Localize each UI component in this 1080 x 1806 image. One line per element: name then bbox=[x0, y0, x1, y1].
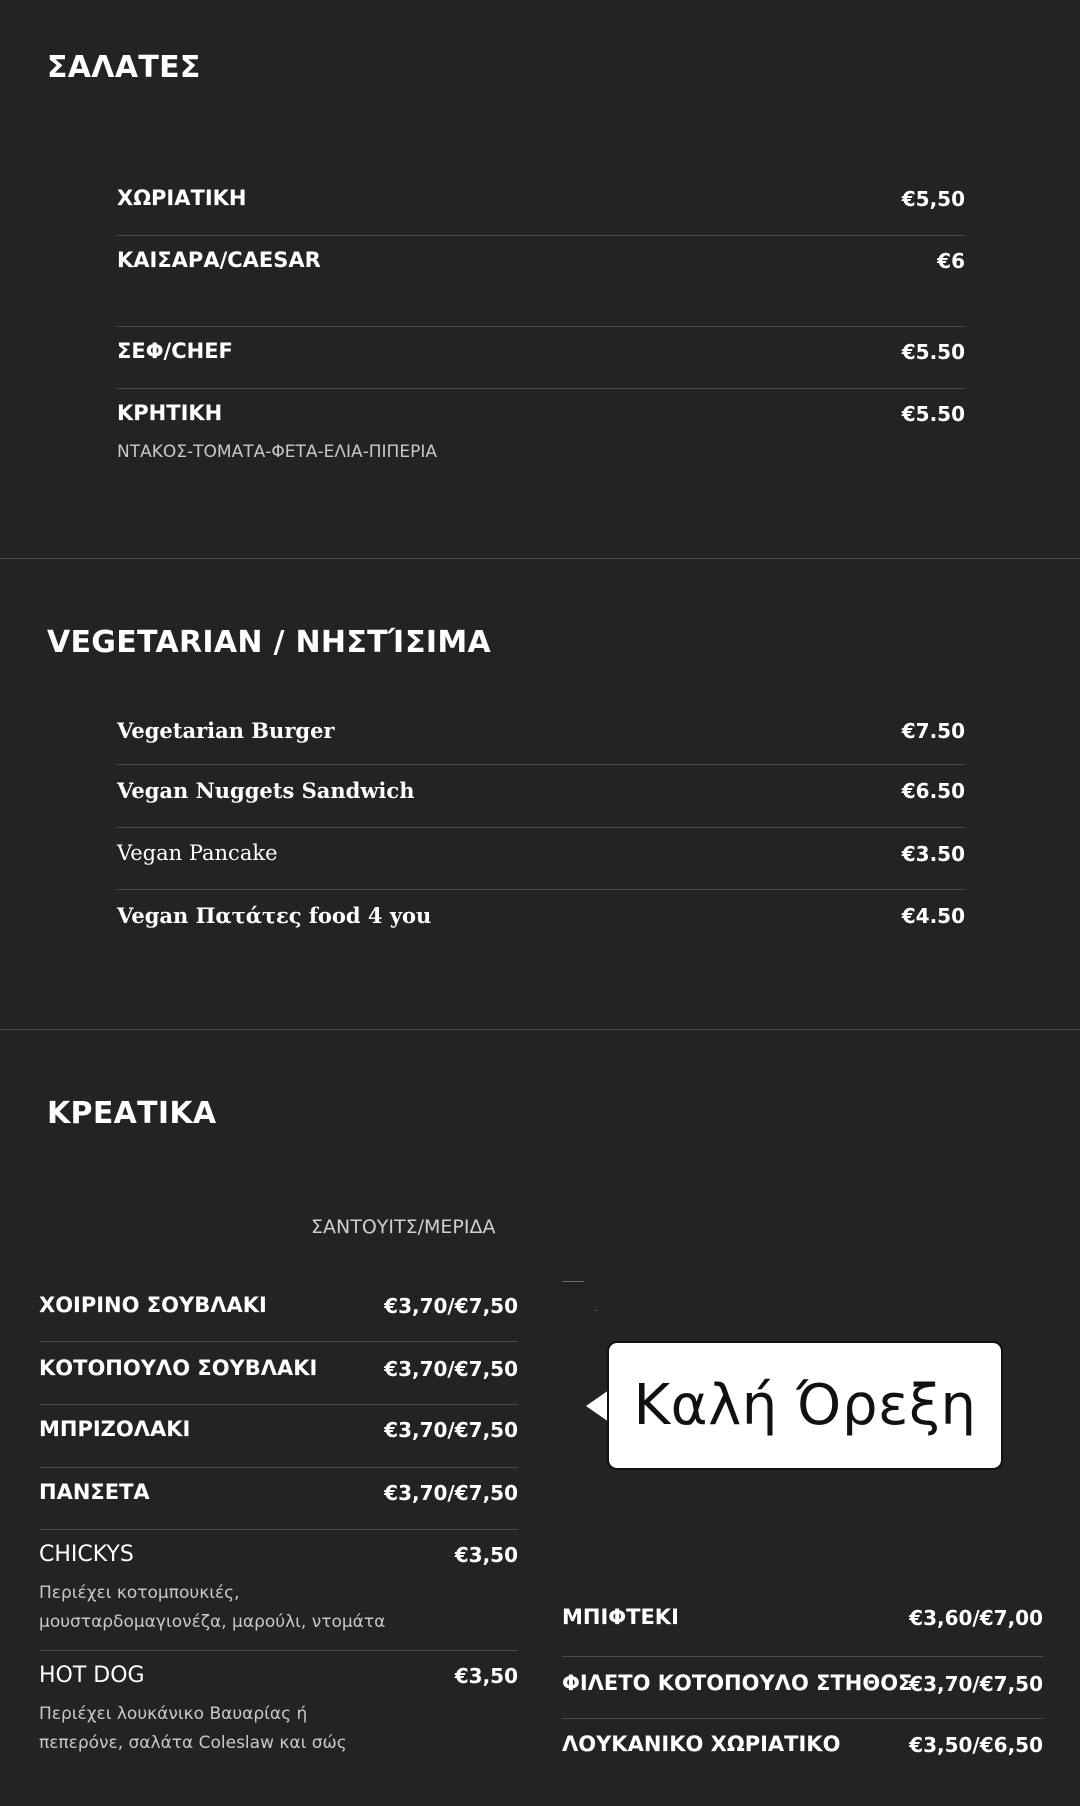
menu-item[interactable] bbox=[39, 1468, 518, 1530]
menu-item[interactable] bbox=[117, 327, 965, 389]
item-name: ΜΠΡΙΖΟΛΑΚΙ bbox=[39, 1417, 191, 1441]
salads-title: ΣΑΛΑΤΕΣ bbox=[47, 50, 201, 85]
item-name: Vegetarian Burger bbox=[117, 718, 335, 743]
speech-bubble bbox=[607, 1341, 1003, 1470]
item-price: €5.50 bbox=[901, 340, 965, 364]
item-price: €3,50/€6,50 bbox=[909, 1733, 1043, 1757]
menu-item[interactable] bbox=[117, 828, 965, 890]
menu-item[interactable] bbox=[39, 1342, 518, 1405]
item-name: ΛΟΥΚΑΝΙΚΟ ΧΩΡΙΑΤΙΚΟ bbox=[562, 1732, 841, 1756]
item-price: €5,50 bbox=[901, 187, 965, 211]
item-price: €3,50 bbox=[454, 1664, 518, 1688]
item-price: €6 bbox=[937, 249, 965, 273]
item-name: ΧΟΙΡΙΝΟ ΣΟΥΒΛΑΚΙ bbox=[39, 1293, 267, 1317]
menu-item[interactable] bbox=[39, 1405, 518, 1468]
item-price: €3.50 bbox=[901, 842, 965, 866]
item-description: Περιέχει λουκάνικο Βαυαρίας ή bbox=[39, 1704, 308, 1724]
item-price: €5.50 bbox=[901, 402, 965, 426]
menu-item[interactable] bbox=[562, 1719, 1043, 1781]
item-price: €3,70/€7,50 bbox=[384, 1294, 518, 1318]
item-name: Vegan Pancake bbox=[117, 841, 278, 865]
item-description: Περιέχει κοτομπουκιές, bbox=[39, 1583, 240, 1603]
vegetarian-title: VEGETARIAN / ΝΗΣΤΊΣΙΜΑ bbox=[47, 625, 492, 660]
bubble-text: Καλή Όρεξη bbox=[633, 1373, 977, 1438]
vegetarian-section bbox=[0, 559, 1080, 1029]
item-description: μουσταρδομαγιονέζα, μαρούλι, ντομάτα bbox=[39, 1612, 386, 1632]
column-header: ΣΑΝΤΟΥΙΤΣ/ΜΕΡΙΔΑ bbox=[311, 1216, 496, 1238]
speech-bubble-tail bbox=[586, 1390, 609, 1422]
item-name: ΣΕΦ/CHEF bbox=[117, 339, 233, 363]
item-name: ΧΩΡΙΑΤΙΚΗ bbox=[117, 186, 247, 210]
menu-item[interactable] bbox=[117, 765, 965, 828]
menu-item[interactable] bbox=[117, 890, 965, 950]
decorative-mark bbox=[562, 1281, 584, 1282]
item-name: ΚΑΙΣΑΡΑ/CAESAR bbox=[117, 248, 321, 272]
menu-item[interactable] bbox=[39, 1651, 518, 1771]
menu-item[interactable] bbox=[117, 236, 965, 327]
item-name: HOT DOG bbox=[39, 1663, 145, 1688]
menu-item[interactable] bbox=[117, 180, 965, 236]
item-name: ΠΑΝΣΕΤΑ bbox=[39, 1480, 150, 1504]
item-name: ΚΟΤΟΠΟΥΛΟ ΣΟΥΒΛΑΚΙ bbox=[39, 1356, 318, 1380]
item-name: Vegan Nuggets Sandwich bbox=[117, 778, 415, 803]
decorative-mark bbox=[595, 1310, 597, 1311]
item-price: €4.50 bbox=[901, 904, 965, 928]
menu-item[interactable] bbox=[39, 1530, 518, 1651]
item-price: €3,50 bbox=[454, 1543, 518, 1567]
menu-item[interactable] bbox=[562, 1657, 1043, 1719]
item-description: πεπερόνε, σαλάτα Coleslaw και σώς bbox=[39, 1733, 347, 1753]
item-price: €3,70/€7,50 bbox=[384, 1357, 518, 1381]
item-description: ΝΤΑΚΟΣ-ΤΟΜΑΤΑ-ΦΕΤΑ-ΕΛΙΑ-ΠΙΠΕΡΙΑ bbox=[117, 442, 437, 462]
item-price: €7.50 bbox=[901, 719, 965, 743]
item-name: CHICKYS bbox=[39, 1542, 134, 1567]
item-name: ΚΡΗΤΙΚΗ bbox=[117, 401, 223, 425]
salads-section bbox=[0, 0, 1080, 558]
item-price: €6.50 bbox=[901, 779, 965, 803]
item-name: ΜΠΙΦΤΕΚΙ bbox=[562, 1605, 679, 1629]
menu-item[interactable] bbox=[562, 1591, 1043, 1657]
meats-title: ΚΡΕΑΤΙΚΑ bbox=[47, 1096, 217, 1131]
item-price: €3,60/€7,00 bbox=[909, 1606, 1043, 1630]
item-price: €3,70/€7,50 bbox=[909, 1672, 1043, 1696]
item-name: Vegan Πατάτες food 4 you bbox=[117, 903, 432, 928]
menu-item[interactable] bbox=[39, 1279, 518, 1342]
menu-item[interactable] bbox=[117, 701, 965, 765]
item-price: €3,70/€7,50 bbox=[384, 1418, 518, 1442]
item-price: €3,70/€7,50 bbox=[384, 1481, 518, 1505]
item-name: ΦΙΛΕΤΟ ΚΟΤΟΠΟΥΛΟ ΣΤΗΘΟΣ bbox=[562, 1671, 913, 1695]
menu-item[interactable] bbox=[117, 389, 965, 469]
